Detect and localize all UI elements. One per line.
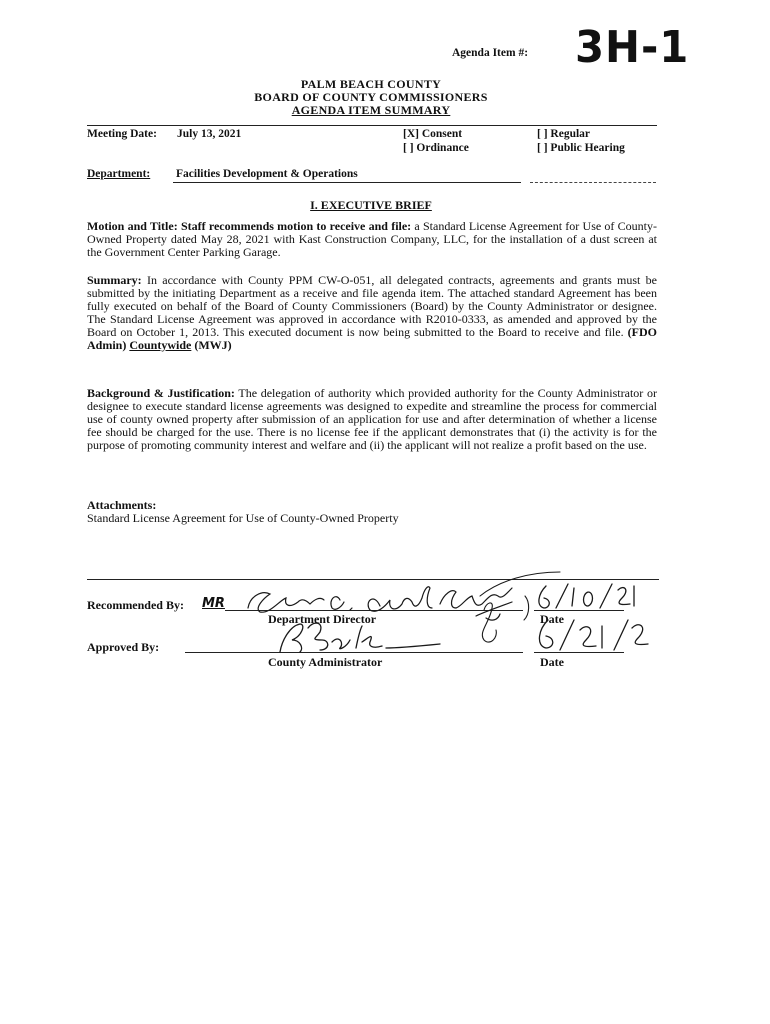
public-hearing-label: Public Hearing (550, 142, 625, 154)
background-label: Background & Justification: (87, 386, 235, 400)
ordinance-mark: [ ] (403, 142, 414, 154)
ordinance-label: Ordinance (416, 142, 469, 154)
regular-mark: [ ] (537, 128, 548, 140)
consent-label: Consent (421, 128, 463, 140)
board-name: BOARD OF COUNTY COMMISSIONERS (254, 90, 488, 104)
county-administrator-caption: County Administrator (268, 655, 383, 669)
date2-caption: Date (540, 655, 564, 669)
summary-label: Summary: (87, 273, 142, 287)
section-title: I. EXECUTIVE BRIEF (310, 198, 432, 212)
date1-caption: Date (540, 612, 564, 626)
date2-handwritten-icon (532, 612, 652, 662)
attachments-label: Attachments: (87, 498, 157, 512)
department-label: Department: (87, 168, 151, 180)
countywide: Countywide (129, 338, 192, 352)
motion-label: Motion and Title: Staff recommends motion to receive and file: (87, 219, 412, 233)
consent-checkbox (403, 128, 462, 140)
public-hearing-mark: [ ] (537, 142, 548, 154)
fdo-admin: (FDO Admin) (87, 325, 657, 352)
agenda-item-label: Agenda Item #: (452, 47, 529, 59)
summary-text: In accordance with County PPM CW-O-051, all delegated contracts, agreements and grants must be submitted by the initiating Department as a receive and file agenda item. The attached standard Agreement has been fully executed on behalf of the Board of County Commissioners (Board) by the County Administrator or designee. The Standard License Agreement was approved in accordance with R2010-0333, as amended and approved by the Board on October 1, 2013. This executed document is now being submitted to the Board to receive and file. (87, 273, 657, 339)
regular-label: Regular (550, 128, 591, 140)
consent-mark: [X] (403, 128, 419, 140)
recommended-by-label: Recommended By: (87, 598, 184, 612)
recommended-initials: MR (202, 596, 225, 611)
department-value: Facilities Development & Operations (176, 168, 358, 180)
department-underline (173, 182, 521, 183)
administrator-signature-icon (270, 618, 470, 658)
public-hearing-checkbox (537, 142, 625, 154)
agenda-item-number: 3H-1 (575, 22, 690, 73)
county-name: PALM BEACH COUNTY (300, 77, 442, 91)
summary-paragraph (87, 274, 657, 352)
approved-by-label: Approved By: (87, 640, 160, 654)
motion-paragraph (87, 220, 657, 259)
initials: (MWJ) (194, 338, 232, 352)
department-tail-line (530, 182, 656, 183)
background-paragraph (87, 387, 657, 452)
attachment-item: Standard License Agreement for Use of County-Owned Property (87, 511, 399, 525)
ordinance-checkbox (403, 142, 469, 154)
regular-checkbox (537, 128, 590, 140)
header-divider (87, 125, 657, 126)
meeting-date-label: Meeting Date: (87, 128, 157, 140)
page-title: AGENDA ITEM SUMMARY (291, 103, 451, 117)
motion-text: a Standard License Agreement for Use of County-Owned Property dated May 28, 2021 with Kast Construction Company, LLC, for the installation of a dust screen at the Government Center Parking Garage. (87, 219, 657, 259)
department-director-caption: Department Director (268, 612, 377, 626)
meeting-date-value: July 13, 2021 (177, 128, 242, 140)
background-text: The delegation of authority which provided authority for the County Administrator or designee to execute standard license agreements was designed to expedite and streamline the process for commercial use of county owned property after submission of an application for use and after determination of whether a license fee should be charged for the use. There is no license fee if the applicant demonstrates that (i) the activity is for the purpose of promoting community interest and welfare and (ii) the applicant will not realize a profit based on the use. (87, 386, 657, 452)
